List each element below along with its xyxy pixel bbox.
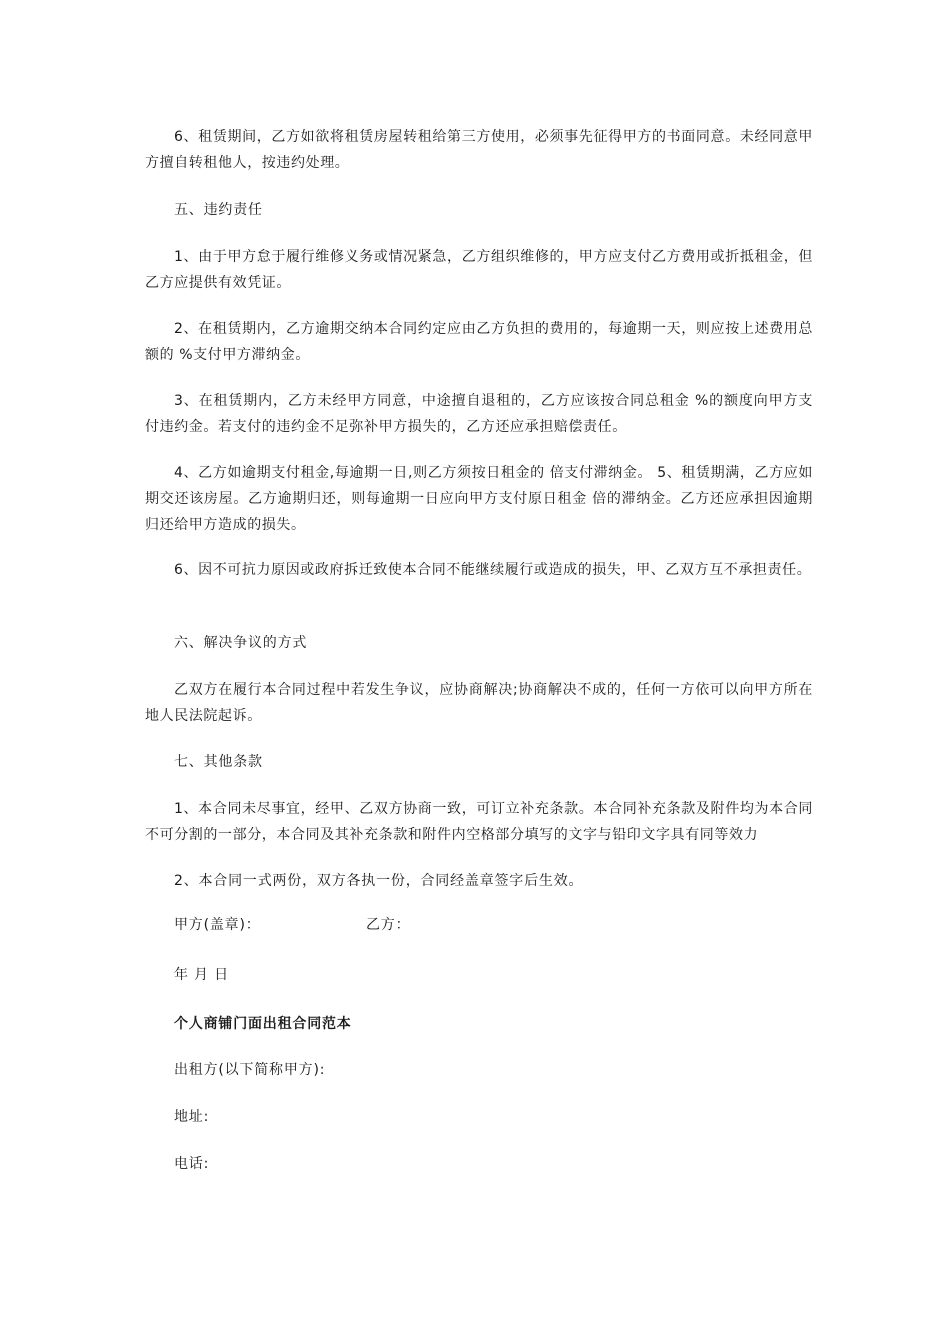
section-heading-dispute: 六、解决争议的方式: [174, 635, 308, 651]
clause-breach-2: 2、在租赁期内，乙方逾期交纳本合同约定应由乙方负担的费用的，每逾期一天，则应按上述费用总额的 %支付甲方滞纳金。: [145, 321, 813, 363]
date-line: 年 月 日: [174, 967, 229, 983]
clause-other-1: 1、本合同未尽事宜，经甲、乙双方协商一致，可订立补充条款。本合同补充条款及附件均为本合同不可分割的一部分，本合同及其补充条款和附件内空格部分填写的文字与铅印文字具有同等效力: [145, 801, 813, 843]
party-b-label: 乙方：: [366, 917, 411, 933]
lessor-field: 出租方(以下简称甲方):: [174, 1062, 326, 1078]
contract-title: 个人商铺门面出租合同范本: [174, 1016, 352, 1032]
clause-dispute: 乙双方在履行本合同过程中若发生争议，应协商解决;协商解决不成的，任何一方依可以向甲方所在地人民法院起诉。: [145, 682, 813, 724]
section-heading-other: 七、其他条款: [174, 754, 263, 770]
clause-breach-6: 6、因不可抗力原因或政府拆迁致使本合同不能继续履行或造成的损失，甲、乙双方互不承担责任。: [174, 562, 812, 578]
section-heading-breach: 五、违约责任: [174, 202, 263, 218]
party-a-seal-label: 甲方(盖章)：: [174, 917, 261, 933]
clause-other-2: 2、本合同一式两份，双方各执一份，合同经盖章签字后生效。: [174, 873, 584, 889]
phone-field: 电话:: [174, 1156, 210, 1172]
clause-breach-3: 3、在租赁期内，乙方未经甲方同意，中途擅自退租的，乙方应该按合同总租金 %的额度向甲方支付违约金。若支付的违约金不足弥补甲方损失的，乙方还应承担赔偿责任。: [145, 393, 813, 435]
clause-sublet: 6、租赁期间，乙方如欲将租赁房屋转租给第三方使用，必须事先征得甲方的书面同意。未经同意甲方擅自转租他人，按违约处理。: [145, 129, 813, 171]
clause-breach-4-5: 4、乙方如逾期支付租金,每逾期一日,则乙方须按日租金的 倍支付滞纳金。 5、租赁期满，乙方应如期交还该房屋。乙方逾期归还，则每逾期一日应向甲方支付原日租金 倍的滞纳金。乙方还应承担因逾期归还给甲方造成的损失。: [145, 465, 813, 533]
clause-breach-1: 1、由于甲方怠于履行维修义务或情况紧急，乙方组织维修的，甲方应支付乙方费用或折抵租金，但乙方应提供有效凭证。: [145, 249, 813, 291]
address-field: 地址:: [174, 1109, 210, 1125]
signature-line: [174, 912, 411, 938]
